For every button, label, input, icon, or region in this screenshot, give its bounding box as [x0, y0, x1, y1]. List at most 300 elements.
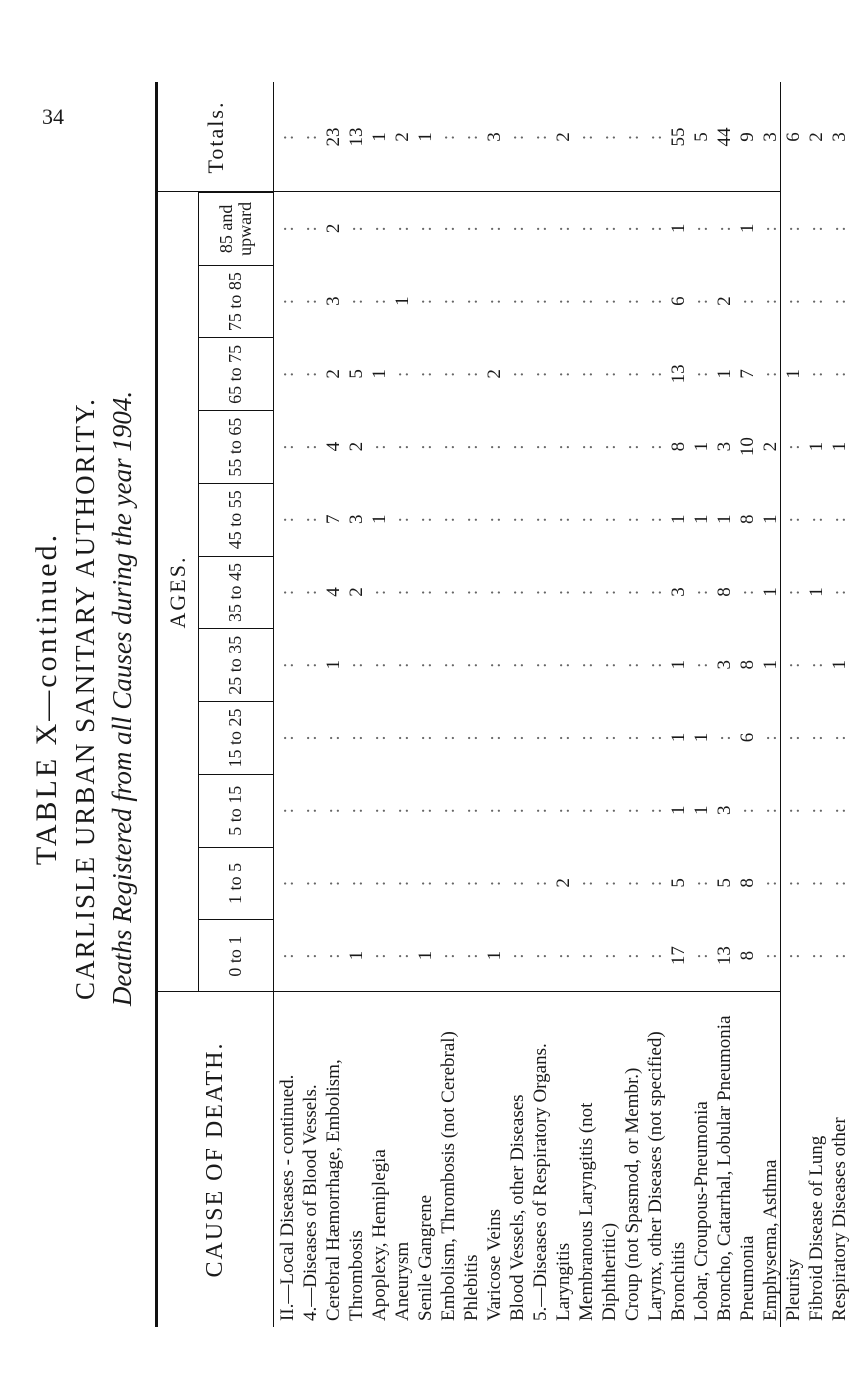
age-cell: 1	[691, 805, 712, 815]
age-group-header: 75 to 85	[198, 265, 274, 338]
total-cell: 2	[806, 132, 827, 142]
age-cell: :	[277, 297, 298, 305]
age-cell: 1	[668, 659, 689, 670]
age-cell: 1	[484, 950, 505, 961]
age-cell: :	[691, 952, 712, 959]
total-cell: 3	[484, 132, 505, 142]
table-row	[782, 82, 805, 992]
cause-row	[598, 996, 621, 1321]
age-cell: 2	[346, 441, 367, 452]
table-row	[552, 82, 575, 992]
age-cell: :	[300, 516, 321, 523]
age-cell: :	[484, 443, 505, 450]
cause-row	[782, 996, 805, 1321]
age-cell: :	[415, 443, 436, 450]
table-row	[621, 82, 644, 992]
age-cell: :	[576, 516, 597, 523]
age-cell: :	[783, 588, 804, 596]
cause-label: Apoplexy, Hemiplegia	[369, 1149, 390, 1321]
table-title: TABLE X—continued.	[30, 531, 63, 866]
table-row	[828, 82, 851, 992]
cause-row	[828, 996, 851, 1321]
cause-label: Croup (not Spasmod, or Membr.)	[622, 1067, 643, 1321]
cause-label: Lobar, Croupous-Pneumonia	[691, 1101, 712, 1321]
table-row	[598, 82, 621, 992]
age-cell: 7	[737, 369, 758, 379]
total-cell: 6	[783, 132, 804, 142]
age-cell: :	[346, 225, 367, 232]
age-cell: :	[530, 370, 551, 377]
age-cell: :	[599, 370, 620, 377]
age-cell: :	[829, 225, 850, 232]
age-cell: :	[530, 879, 551, 887]
age-cell: :	[277, 516, 298, 523]
age-cell: :	[760, 952, 781, 959]
age-cell: :	[484, 661, 505, 668]
age-cell: 3	[714, 659, 735, 670]
age-cell: :	[392, 443, 413, 450]
age-cell: :	[392, 661, 413, 668]
age-cell: :	[806, 734, 827, 741]
cause-row	[414, 996, 437, 1321]
total-cell: 1	[415, 132, 436, 142]
table-subtitle: Deaths Registered from all Causes during the year 1904.	[107, 390, 137, 1007]
cause-label: Cerebral Hæmorrhage, Embolism,	[323, 1059, 344, 1321]
age-cell: :	[576, 807, 597, 814]
age-cell: 1	[829, 441, 850, 452]
age-cell: :	[300, 879, 321, 887]
table-row	[713, 82, 736, 992]
age-cell: :	[277, 588, 298, 596]
total-cell: 13	[346, 127, 367, 147]
age-cell: :	[645, 225, 666, 232]
age-cell: :	[553, 734, 574, 741]
age-cell: :	[553, 225, 574, 232]
age-cell: :	[461, 225, 482, 232]
age-cell: :	[415, 879, 436, 887]
age-cell: :	[300, 734, 321, 741]
age-cell: :	[530, 225, 551, 232]
age-cell: :	[461, 297, 482, 305]
table-row	[322, 82, 345, 992]
age-cell: :	[806, 952, 827, 959]
age-cell: :	[760, 225, 781, 232]
age-cell: :	[484, 734, 505, 741]
table-row	[529, 82, 552, 992]
age-cell: :	[415, 661, 436, 668]
age-cell: :	[438, 952, 459, 959]
age-cell: :	[369, 443, 390, 450]
age-cell: :	[369, 879, 390, 887]
total-cell: :	[300, 133, 321, 141]
total-cell: 2	[553, 132, 574, 142]
age-cell: :	[599, 443, 620, 450]
age-cell: :	[461, 443, 482, 450]
age-cell: :	[576, 734, 597, 741]
age-cell: :	[507, 370, 528, 377]
age-cell: 1	[323, 659, 344, 670]
table-row	[483, 82, 506, 992]
age-cell: :	[691, 370, 712, 377]
age-cell: :	[806, 370, 827, 377]
age-cell: :	[392, 370, 413, 377]
age-cell: 8	[737, 514, 758, 525]
age-cell: 5	[714, 878, 735, 888]
age-cell: :	[415, 588, 436, 596]
cause-label: Fibroid Disease of Lung	[806, 1135, 827, 1321]
cause-label: Varicose Veins	[484, 1208, 505, 1321]
age-cell: :	[645, 807, 666, 814]
cause-label: Thrombosis	[346, 1230, 367, 1321]
age-cell: :	[645, 443, 666, 450]
total-cell: :	[599, 133, 620, 141]
table-row	[460, 82, 483, 992]
age-cell: :	[829, 516, 850, 523]
age-cell: :	[277, 734, 298, 741]
cause-row	[759, 996, 782, 1321]
age-cell: 1	[691, 514, 712, 525]
age-cell: :	[300, 807, 321, 814]
cause-label: Pneumonia	[737, 1235, 758, 1321]
age-cell: :	[737, 588, 758, 596]
total-cell: :	[645, 133, 666, 141]
age-cell: :	[507, 879, 528, 887]
age-cell: :	[300, 443, 321, 450]
total-cell: :	[438, 133, 459, 141]
cause-label: 4.—Diseases of Blood Vessels.	[300, 1084, 321, 1321]
age-cell: 1	[369, 369, 390, 379]
age-cell: :	[599, 297, 620, 305]
age-cell: :	[484, 807, 505, 814]
cause-row	[483, 996, 506, 1321]
age-cell: :	[599, 588, 620, 596]
age-cell: :	[369, 661, 390, 668]
age-cell: :	[438, 370, 459, 377]
age-cell: 3	[714, 441, 735, 452]
age-cell: :	[622, 807, 643, 814]
age-cell: 8	[737, 878, 758, 888]
cause-row	[621, 996, 644, 1321]
age-cell: :	[300, 370, 321, 377]
total-cell: 9	[737, 132, 758, 142]
age-cell: 1	[737, 223, 758, 234]
age-cell: :	[760, 879, 781, 887]
age-cell: :	[806, 879, 827, 887]
total-cell: 44	[714, 127, 735, 147]
age-cell: :	[829, 297, 850, 305]
age-cell: :	[300, 952, 321, 959]
age-cell: :	[576, 225, 597, 232]
age-cell: :	[622, 516, 643, 523]
age-cell: :	[829, 370, 850, 377]
age-cell: :	[369, 297, 390, 305]
age-cell: :	[553, 443, 574, 450]
age-group-header: 85 and upward	[198, 192, 274, 265]
age-cell: :	[622, 225, 643, 232]
age-cell: 8	[668, 441, 689, 452]
age-cell: 13	[668, 364, 689, 384]
age-cell: 6	[668, 296, 689, 306]
age-cell: :	[530, 807, 551, 814]
age-cell: :	[346, 734, 367, 741]
age-cell: :	[346, 297, 367, 305]
age-cell: :	[392, 952, 413, 959]
total-cell: :	[622, 133, 643, 141]
age-cell: :	[622, 952, 643, 959]
age-cell: 4	[323, 441, 344, 452]
age-cell: 8	[737, 659, 758, 670]
age-cell: 1	[760, 514, 781, 525]
age-cell: :	[392, 588, 413, 596]
age-cell: 1	[806, 441, 827, 452]
cause-row	[667, 996, 690, 1321]
age-group-header: 0 to 1	[198, 919, 274, 992]
age-cell: :	[300, 225, 321, 232]
age-cell: 8	[737, 950, 758, 961]
age-cell: :	[737, 807, 758, 814]
age-cell: :	[438, 879, 459, 887]
age-cell: :	[277, 370, 298, 377]
age-cell: :	[507, 807, 528, 814]
age-cell: 13	[714, 946, 735, 966]
age-cell: 2	[553, 878, 574, 888]
age-cell: :	[553, 297, 574, 305]
age-cell: :	[553, 370, 574, 377]
age-cell: 1	[346, 950, 367, 961]
age-cell: :	[323, 807, 344, 814]
age-cell: 1	[668, 514, 689, 525]
age-cell: :	[576, 370, 597, 377]
cause-label: Broncho, Catarrhal, Lobular Pneumonia	[714, 1015, 735, 1321]
age-cell: 3	[323, 296, 344, 306]
age-cell: :	[346, 661, 367, 668]
age-cell: :	[415, 225, 436, 232]
age-cell: :	[392, 225, 413, 232]
age-cell: :	[783, 807, 804, 814]
totals-header: Totals.	[158, 82, 274, 192]
age-cell: :	[645, 588, 666, 596]
cause-row	[644, 996, 667, 1321]
age-cell: :	[829, 807, 850, 814]
age-cell: :	[484, 588, 505, 596]
cause-row	[437, 996, 460, 1321]
age-cell: :	[415, 516, 436, 523]
age-cell: :	[760, 807, 781, 814]
age-cell: :	[277, 879, 298, 887]
age-cell: :	[507, 516, 528, 523]
cause-label: Aneurysm	[392, 1241, 413, 1321]
age-cell: :	[760, 370, 781, 377]
age-cell: 3	[714, 805, 735, 815]
cause-label: Pleurisy	[783, 1258, 804, 1321]
age-cell: 1	[714, 514, 735, 525]
cause-row	[529, 996, 552, 1321]
age-cell: :	[599, 661, 620, 668]
age-cell: 2	[760, 441, 781, 452]
age-cell: 1	[668, 805, 689, 815]
age-cell: :	[484, 297, 505, 305]
table-row	[805, 82, 828, 992]
age-cell: :	[691, 225, 712, 232]
age-cell: :	[576, 879, 597, 887]
age-cell: :	[645, 879, 666, 887]
age-cell: :	[438, 443, 459, 450]
age-cell: :	[369, 225, 390, 232]
cause-row	[506, 996, 529, 1321]
age-cell: :	[300, 661, 321, 668]
authority-title: CARLISLE URBAN SANITARY AUTHORITY.	[70, 397, 100, 1000]
age-cell: :	[323, 879, 344, 887]
cause-row	[322, 996, 345, 1321]
age-cell: :	[576, 297, 597, 305]
age-cell: :	[369, 734, 390, 741]
age-cell: :	[553, 661, 574, 668]
age-cell: :	[599, 225, 620, 232]
age-cell: :	[438, 807, 459, 814]
total-cell: :	[576, 133, 597, 141]
cause-row	[805, 996, 828, 1321]
age-cell: 4	[323, 587, 344, 597]
age-cell: :	[461, 588, 482, 596]
age-cell: :	[461, 807, 482, 814]
age-cell: :	[277, 443, 298, 450]
cause-label: Respiratory Diseases other	[829, 1117, 850, 1321]
age-cell: :	[599, 807, 620, 814]
age-cell: :	[461, 370, 482, 377]
age-cell: 10	[737, 437, 758, 457]
age-cell: :	[438, 297, 459, 305]
age-cell: :	[645, 734, 666, 741]
age-cell: :	[622, 661, 643, 668]
age-cell: :	[507, 661, 528, 668]
table-row	[391, 82, 414, 992]
cause-label: Larynx, other Diseases (not specified)	[645, 1031, 666, 1321]
table-row	[299, 82, 322, 992]
age-cell: :	[691, 588, 712, 596]
age-cell: :	[300, 588, 321, 596]
table-row	[736, 82, 759, 992]
age-cell: :	[783, 661, 804, 668]
table-row	[506, 82, 529, 992]
age-cell: 1	[783, 369, 804, 379]
age-cell: 5	[668, 878, 689, 888]
age-cell: 1	[668, 223, 689, 234]
age-cell: :	[553, 952, 574, 959]
cause-row	[736, 996, 759, 1321]
age-cell: :	[507, 443, 528, 450]
total-cell: 2	[392, 132, 413, 142]
age-cell: :	[599, 952, 620, 959]
age-group-header: 1 to 5	[198, 847, 274, 920]
age-cell: :	[530, 297, 551, 305]
age-cell: :	[392, 807, 413, 814]
age-cell: :	[277, 661, 298, 668]
age-cell: :	[277, 807, 298, 814]
age-cell: :	[645, 516, 666, 523]
age-cell: :	[806, 516, 827, 523]
age-cell: :	[438, 661, 459, 668]
age-cell: :	[760, 297, 781, 305]
age-cell: :	[415, 370, 436, 377]
age-cell: 1	[829, 659, 850, 670]
age-cell: 8	[714, 587, 735, 597]
cause-row	[690, 996, 713, 1321]
age-cell: 1	[392, 296, 413, 306]
age-cell: :	[783, 225, 804, 232]
age-cell: :	[714, 734, 735, 741]
cause-label: Embolism, Thrombosis (not Cerebral)	[438, 1031, 459, 1321]
age-cell: :	[392, 879, 413, 887]
cause-label: Membranous Laryngitis (not	[576, 1102, 597, 1321]
age-cell: 1	[415, 950, 436, 961]
cause-label: Senile Gangrene	[415, 1194, 436, 1321]
age-cell: :	[806, 807, 827, 814]
age-cell: :	[622, 588, 643, 596]
age-cell: :	[346, 807, 367, 814]
age-cell: 6	[737, 732, 758, 743]
cause-row	[345, 996, 368, 1321]
age-cell: :	[806, 661, 827, 668]
total-cell: 3	[829, 132, 850, 142]
age-cell: 1	[691, 441, 712, 452]
age-cell: :	[783, 879, 804, 887]
total-cell: 55	[668, 127, 689, 147]
age-cell: 5	[346, 369, 367, 379]
age-cell: :	[461, 734, 482, 741]
age-cell: :	[507, 952, 528, 959]
age-cell: :	[806, 225, 827, 232]
cause-row	[299, 996, 322, 1321]
age-cell: :	[622, 370, 643, 377]
age-cell: :	[392, 734, 413, 741]
age-cell: :	[461, 516, 482, 523]
cause-label: II.—Local Diseases - continued.	[277, 1074, 298, 1321]
age-cell: :	[530, 588, 551, 596]
age-cell: :	[622, 297, 643, 305]
age-cell: 7	[323, 514, 344, 525]
age-cell: :	[438, 588, 459, 596]
cause-header: CAUSE OF DEATH.	[158, 992, 274, 1327]
age-cell: :	[599, 516, 620, 523]
age-cell: 1	[806, 587, 827, 597]
age-cell: 1	[714, 369, 735, 379]
age-cell: :	[576, 661, 597, 668]
age-cell: :	[691, 297, 712, 305]
age-cell: :	[829, 879, 850, 887]
age-group-header: 45 to 55	[198, 483, 274, 556]
age-cell: :	[530, 734, 551, 741]
age-cell: :	[783, 297, 804, 305]
cause-label: Phlebitis	[461, 1254, 482, 1321]
cause-row	[391, 996, 414, 1321]
age-cell: :	[714, 225, 735, 232]
total-cell: :	[530, 133, 551, 141]
page-number: 34	[42, 104, 64, 129]
age-cell: :	[576, 443, 597, 450]
age-cell: :	[783, 734, 804, 741]
cause-label: Laryngitis	[553, 1242, 574, 1321]
total-cell: 1	[369, 132, 390, 142]
age-cell: :	[645, 297, 666, 305]
age-cell: :	[553, 807, 574, 814]
table-row	[644, 82, 667, 992]
age-cell: :	[392, 516, 413, 523]
age-cell: :	[645, 661, 666, 668]
age-cell: :	[599, 879, 620, 887]
age-group-header: 35 to 45	[198, 556, 274, 629]
cause-list	[276, 996, 851, 1321]
age-cell: :	[622, 879, 643, 887]
